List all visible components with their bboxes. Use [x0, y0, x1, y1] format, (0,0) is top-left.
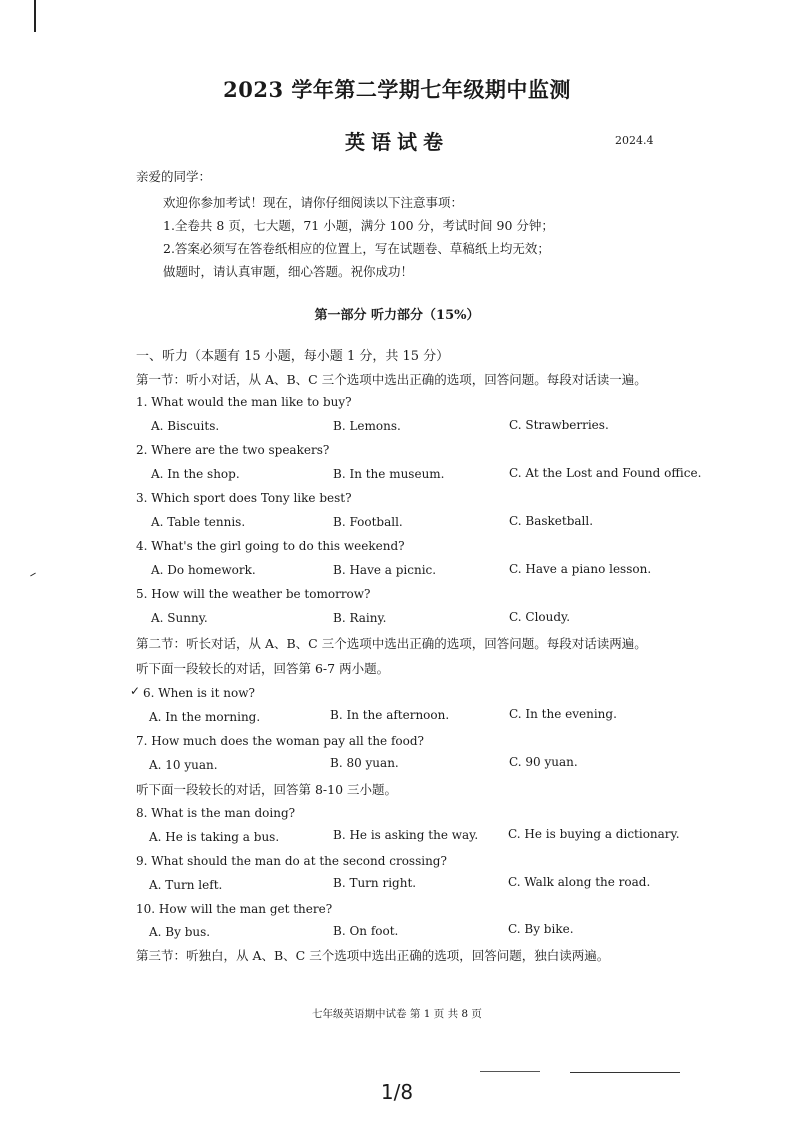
option-a: A. Table tennis.: [151, 515, 246, 529]
exam-title: 2023 学年第二学期七年级期中监测: [223, 77, 571, 102]
option-c: C. He is buying a dictionary.: [508, 827, 680, 841]
option-a: A. By bus.: [149, 925, 211, 939]
option-a: A. 10 yuan.: [149, 758, 218, 772]
option-a: A. In the shop.: [151, 467, 240, 481]
option-a: A. In the morning.: [149, 710, 261, 724]
scan-bottom-line-2: [570, 1072, 680, 1073]
question: 1. What would the man like to buy?: [136, 395, 352, 409]
option-c: C. 90 yuan.: [509, 755, 578, 769]
option-b: B. Rainy.: [333, 611, 387, 625]
page-indicator: 1/8: [380, 1080, 414, 1104]
scan-edge-line: [34, 0, 36, 32]
intro-line: 做题时，请认真审题，细心答题。祝你成功！: [163, 264, 414, 279]
option-c: C. At the Lost and Found office.: [509, 466, 702, 480]
intro-line: 1.全卷共 8 页，七大题，71 小题，满分 100 分，考试时间 90 分钟；: [163, 218, 554, 233]
question: 5. How will the weather be tomorrow?: [136, 587, 371, 601]
exam-subtitle: 英语试卷: [345, 130, 449, 154]
sub-section-heading: 第二节：听长对话，从 A、B、C 三个选项中选出正确的选项，回答问题。每段对话读两遍。: [136, 636, 647, 651]
option-c: C. Cloudy.: [509, 610, 571, 624]
sub-section-heading: 第三节：听独白，从 A、B、C 三个选项中选出正确的选项，回答问题，独白读两遍。: [136, 948, 610, 963]
greeting: 亲爱的同学：: [136, 169, 212, 184]
scan-mark: [30, 573, 36, 577]
question: 6. When is it now?: [143, 686, 255, 700]
option-b: B. 80 yuan.: [330, 756, 399, 770]
option-b: B. Lemons.: [333, 419, 401, 433]
option-c: C. Basketball.: [509, 514, 594, 528]
option-c: C. Strawberries.: [509, 418, 609, 432]
intro-line: 欢迎你参加考试！现在，请你仔细阅读以下注意事项：: [163, 195, 464, 210]
option-b: B. He is asking the way.: [333, 828, 479, 842]
page-footer: 七年级英语期中试卷 第 1 页 共 8 页: [312, 1008, 482, 1020]
option-a: A. Do homework.: [151, 563, 256, 577]
option-b: B. Football.: [333, 515, 403, 529]
dialogue-intro: 听下面一段较长的对话，回答第 6-7 两小题。: [136, 661, 390, 676]
option-b: B. Have a picnic.: [333, 563, 437, 577]
question: 9. What should the man do at the second crossing?: [136, 854, 447, 868]
option-c: C. Have a piano lesson.: [509, 562, 652, 576]
option-a: A. Turn left.: [149, 878, 223, 892]
question: 7. How much does the woman pay all the food?: [136, 734, 424, 748]
option-a: A. Sunny.: [151, 611, 208, 625]
option-c: C. Walk along the road.: [508, 875, 651, 889]
question: 3. Which sport does Tony like best?: [136, 491, 352, 505]
option-b: B. On foot.: [333, 924, 399, 938]
option-a: A. Biscuits.: [151, 419, 220, 433]
question: 8. What is the man doing?: [136, 806, 296, 820]
question: 4. What's the girl going to do this weekend?: [136, 539, 405, 553]
option-b: B. In the afternoon.: [330, 708, 450, 722]
exam-date: 2024.4: [615, 134, 654, 147]
dialogue-intro: 听下面一段较长的对话，回答第 8-10 三小题。: [136, 782, 398, 797]
section-one-heading: 一、听力（本题有 15 小题，每小题 1 分，共 15 分）: [136, 349, 450, 364]
option-b: B. In the museum.: [333, 467, 445, 481]
option-c: C. By bike.: [508, 922, 574, 936]
part-one-heading: 第一部分 听力部分（15%）: [314, 308, 480, 323]
option-b: B. Turn right.: [333, 876, 417, 890]
handwritten-tick: ✓: [130, 684, 141, 698]
option-c: C. In the evening.: [509, 707, 617, 721]
option-a: A. He is taking a bus.: [149, 830, 280, 844]
scan-bottom-line: [480, 1071, 540, 1072]
intro-line: 2.答案必须写在答卷纸相应的位置上，写在试题卷、草稿纸上均无效；: [163, 241, 550, 256]
question: 10. How will the man get there?: [136, 902, 333, 916]
question: 2. Where are the two speakers?: [136, 443, 330, 457]
sub-section-heading: 第一节：听小对话，从 A、B、C 三个选项中选出正确的选项，回答问题。每段对话读一遍。: [136, 372, 647, 387]
